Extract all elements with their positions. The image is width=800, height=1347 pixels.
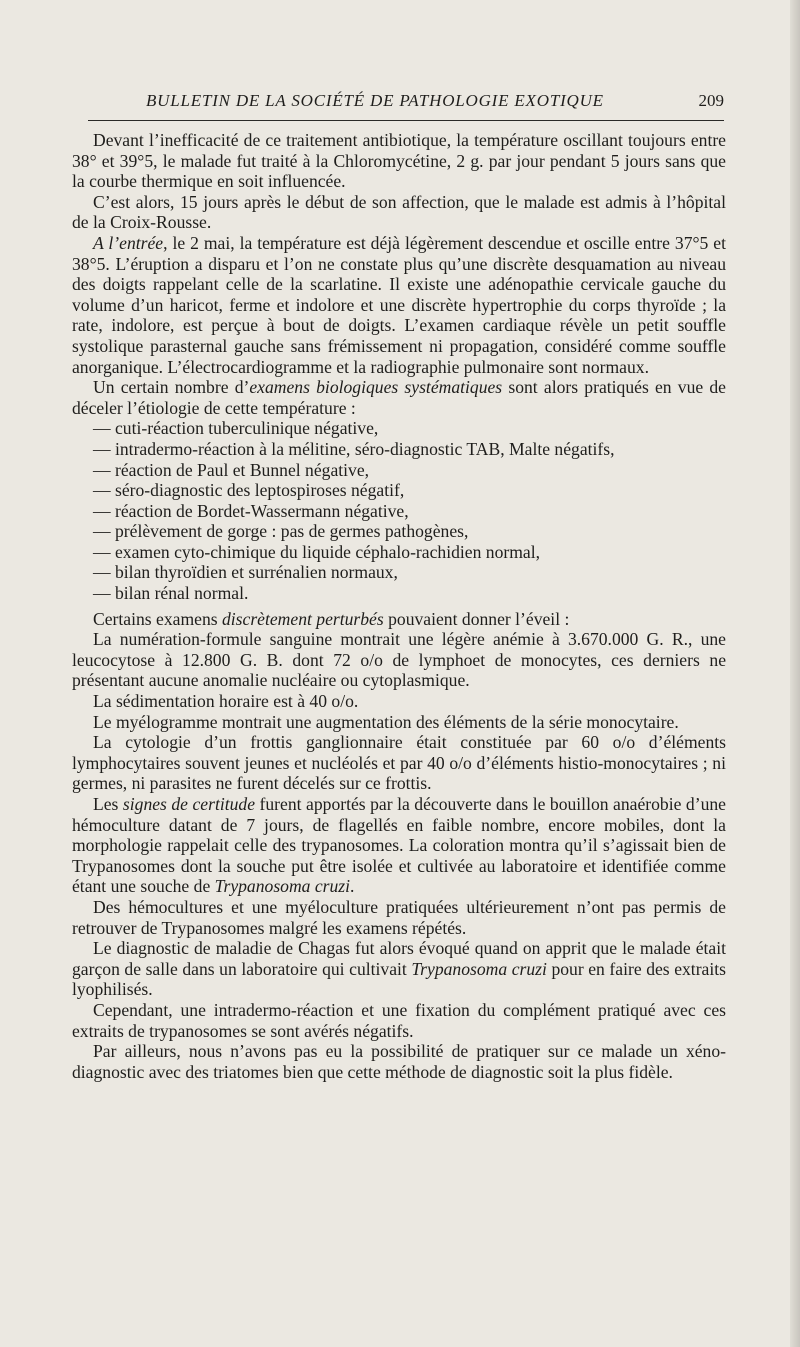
paragraph-text: , le 2 mai, la température est déjà légèrement descendue et oscille entre 37°5 et 38°5. L’éruption a disparu et l’on ne constate plus qu’une discrète desquamation au niveau des doigts rappelant celle de la scarlatine. Il existe une adénopathie cervicale gauche du volume d’un haricot, ferme et indolore et une discrète hypertrophie du corps thyroïde ; la rate, indolore, est perçue à bout de doigts. L’examen cardiaque révèle un petit souffle systolique parasternal gauche sans frémissement ni propagation, considéré comme souffle anorganique. L’électrocardiogramme et la radiographie pulmonaire sont normaux. bbox=[72, 232, 726, 377]
paragraph-text: Les bbox=[93, 794, 123, 814]
paragraph-blood-count: La numération-formule sanguine montrait une légère anémie à 3.670.000 G. R., une leucocytose à 12.800 G. B. dont 72 o/o de lymphoet de monocytes, ces derniers ne présentant aucune anomalie nucléaire ou cytoplasmique. bbox=[72, 629, 726, 691]
list-item: — intradermo-réaction à la mélitine, séro-diagnostic TAB, Malte négatifs, bbox=[93, 438, 615, 459]
running-head: BULLETIN DE LA SOCIÉTÉ DE PATHOLOGIE EXOTIQUE bbox=[146, 91, 604, 110]
exam-list bbox=[72, 418, 726, 603]
list-item: — prélèvement de gorge : pas de germes pathogènes, bbox=[93, 521, 469, 542]
paragraph-perturbed-exams bbox=[72, 609, 726, 630]
italic-species: Trypanosoma cruzi bbox=[411, 958, 547, 979]
paragraph-biological-exams bbox=[72, 377, 726, 418]
header-rule bbox=[88, 120, 724, 121]
paragraph-chagas-diagnosis bbox=[72, 938, 726, 1000]
paragraph-text: furent apportés par la découverte dans le bouillon anaérobie d’une hémoculture datant de 7 jours, de flagellés en faible nombre, encore mobiles, dont la morphologie rappelait celle des trypanosomes. La coloration montra qu’il s’agissait bien de Trypanosomes dont la souche put être isolée et cultivée au laboratoire et identifiée comme étant une souche de bbox=[72, 794, 726, 897]
paragraph-sedimentation: La sédimentation horaire est à 40 o/o. bbox=[93, 691, 359, 712]
list-item: — réaction de Paul et Bunnel négative, bbox=[93, 459, 370, 480]
paragraph-myelogram: Le myélogramme montrait une augmentation des éléments de la série monocytaire. bbox=[93, 711, 679, 732]
paragraph-treatment: Devant l’inefficacité de ce traitement antibiotique, la température oscillant toujours entre 38° et 39°5, le malade fut traité à la Chloromycétine, 2 g. par jour pendant 5 jours sans que la courbe thermique en soit influencée. bbox=[72, 130, 726, 192]
list-item: — réaction de Bordet-Wassermann négative, bbox=[93, 500, 409, 521]
paragraph-text: Le diagnostic de maladie de Chagas fut alors évoqué quand on apprit que le malade était garçon de salle dans un laboratoire qui cultivait bbox=[72, 938, 726, 979]
paragraph-admission: C’est alors, 15 jours après le début de son affection, que le malade est admis à l’hôpital de la Croix-Rousse. bbox=[72, 191, 726, 233]
article-body bbox=[72, 130, 726, 1082]
paragraph-text: . bbox=[350, 876, 355, 897]
page-number: 209 bbox=[698, 91, 724, 110]
italic-phrase: signes de certitude bbox=[122, 794, 256, 814]
paragraph-text: sont alors pratiqués en vue de déceler l’étiologie de cette température : bbox=[72, 377, 726, 418]
italic-lead: A l’entrée bbox=[93, 232, 164, 253]
italic-species: Trypanosoma cruzi bbox=[214, 876, 351, 897]
paragraph-lymph-smear: La cytologie d’un frottis ganglionnaire était constituée par 60 o/o d’éléments lymphocytaires souvent jeunes et nucléolés et par 40 o/o d’éléments histio-monocytaires ; ni germes, ni parasites ne furent décelés sur ce frottis. bbox=[72, 732, 726, 794]
paragraph-text: pour en faire des extraits lyophilisés. bbox=[72, 958, 726, 1000]
paragraph-certainty-signs bbox=[72, 794, 726, 897]
page-edge-shadow bbox=[790, 0, 800, 1347]
paragraph-text: Un certain nombre d’ bbox=[93, 377, 250, 398]
paragraph-clinical-exam bbox=[72, 233, 726, 377]
page-header bbox=[88, 91, 724, 117]
paragraph-text: Certains examens bbox=[93, 608, 222, 629]
paragraph-hemocultures: Des hémocultures et une myéloculture pratiquées ultérieurement n’ont pas permis de retrouver de Trypanosomes malgré les examens répétés. bbox=[72, 896, 726, 938]
paragraph-text: pouvaient donner l’éveil : bbox=[383, 608, 570, 629]
list-item: — bilan rénal normal. bbox=[93, 583, 249, 604]
list-item: — examen cyto-chimique du liquide céphalo-rachidien normal, bbox=[93, 541, 541, 562]
list-item: — séro-diagnostic des leptospiroses négatif, bbox=[93, 480, 405, 501]
italic-phrase: examens biologiques systématiques bbox=[249, 377, 503, 398]
italic-phrase: discrètement perturbés bbox=[221, 608, 384, 629]
list-item: — cuti-réaction tuberculinique négative, bbox=[93, 418, 379, 439]
paragraph-intradermo: Cependant, une intradermo-réaction et une fixation du complément pratiqué avec ces extraits de trypanosomes se sont avérés négatifs. bbox=[72, 999, 726, 1041]
list-item: — bilan thyroïdien et surrénalien normaux, bbox=[93, 562, 398, 583]
paragraph-xenodiagnostic: Par ailleurs, nous n’avons pas eu la possibilité de pratiquer sur ce malade un xéno-diagnostic avec des triatomes bien que cette méthode de diagnostic soit la plus fidèle. bbox=[72, 1041, 726, 1082]
